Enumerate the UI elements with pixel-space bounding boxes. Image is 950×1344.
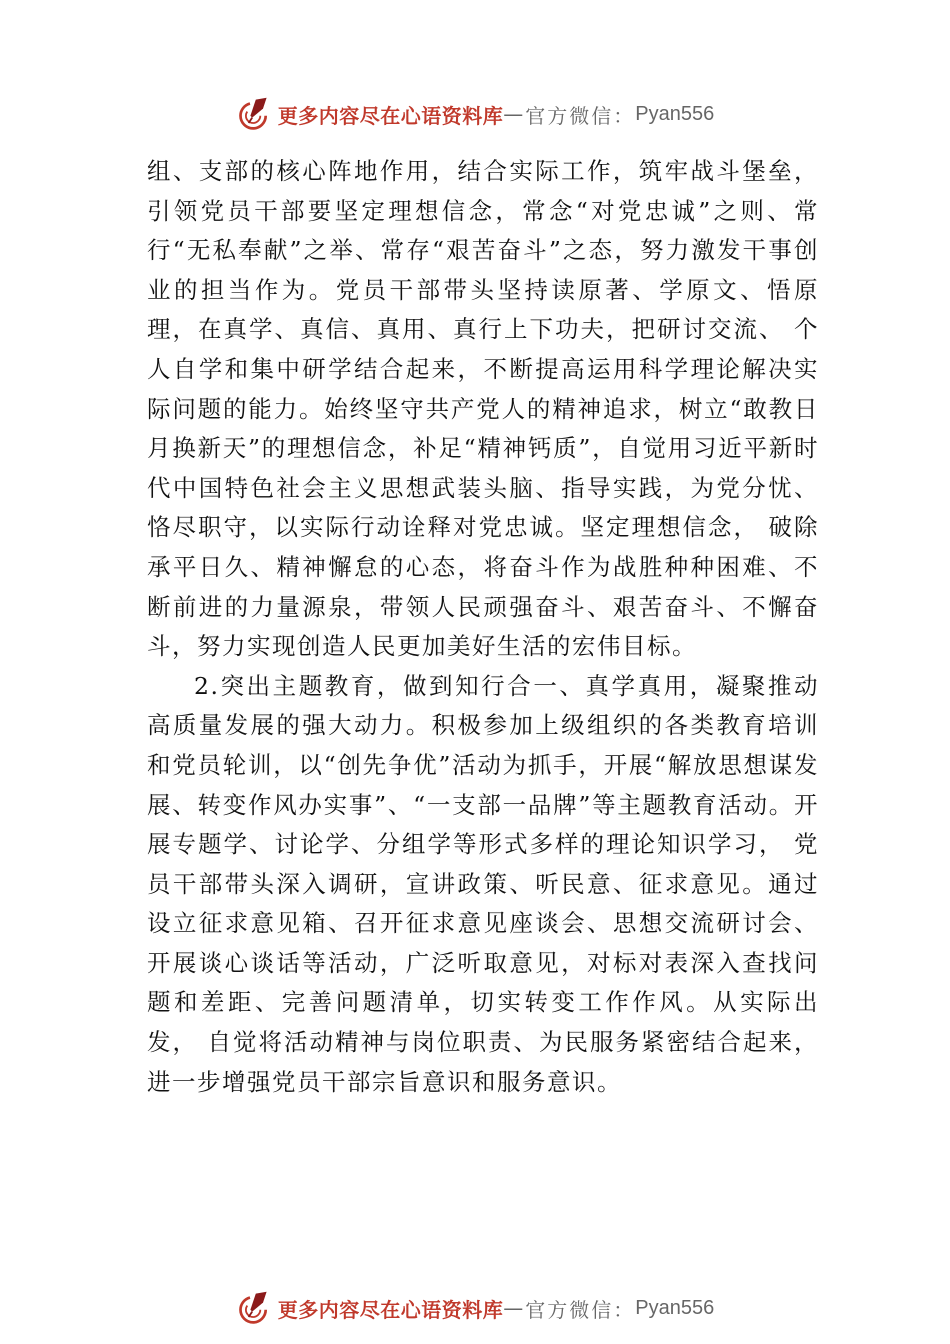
watermark-main-text: 更多内容尽在心语资料库 <box>277 1297 504 1322</box>
pen-nib-swirl-logo-icon <box>236 96 272 132</box>
pen-nib-swirl-logo-icon <box>236 1290 272 1326</box>
document-body <box>147 152 819 1102</box>
watermark-main-text: 更多内容尽在心语资料库 <box>277 103 504 128</box>
watermark-text <box>278 100 714 129</box>
watermark-wechat-id: Pyan556 <box>635 102 715 125</box>
paragraph-2: 2.突出主题教育，做到知行合一、真学真用，凝聚推动高质量发展的强大动力。积极参加上级组织的各类教育培训和党员轮训，以“创先争优”活动为抓手，开展“解放思想谋发展、转变作风办实事”、“一支部一品牌”等主题教育活动。开展专题学、讨论学、分组学等形式多样的理论知识学习， 党员干部带头深入调研，宣讲政策、听民意、征求意见。通过设立征求意见箱、召开征求意见座谈会、思想交流研讨会、开展谈心谈话等活动，广泛听取意见，对标对表深入查找问题和差距、完善问题清单，切实转变工作作风。从实际出发， 自觉将活动精神与岗位职责、为民服务紧密结合起来，进一步增强党员干部宗旨意识和服务意识。 <box>147 671 819 1096</box>
watermark-dash: — <box>503 102 526 126</box>
watermark-text <box>278 1294 714 1323</box>
paragraph-1: 组、支部的核心阵地作用，结合实际工作，筑牢战斗堡垒， 引领党员干部要坚定理想信念，常念“对党忠诚”之则、常行“无私奉献”之举、常存“艰苦奋斗”之态，努力激发干事创业的担当作为。党员干部带头坚持读原著、学原文、悟原理，在真学、真信、真用、真行上下功夫，把研讨交流、 个人自学和集中研学结合起来，不断提高运用科学理论解决实际问题的能力。始终坚守共产党人的精神追求，树立“敢教日月换新天”的理想信念，补足“精神钙质”，自觉用习近平新时代中国特色社会主义思想武装头脑、指导实践，为党分忧、恪尽职守，以实际行动诠释对党忠诚。坚定理想信念， 破除承平日久、精神懈怠的心态，将奋斗作为战胜种种困难、不断前进的力量源泉，带领人民顽强奋斗、艰苦奋斗、不懈奋斗，努力实现创造人民更加美好生活的宏伟目标。 <box>147 157 819 661</box>
watermark-dash: — <box>503 1296 526 1320</box>
watermark-wechat-id: Pyan556 <box>635 1296 715 1319</box>
header-watermark <box>0 92 950 136</box>
watermark-official-label: 官方微信： <box>525 103 636 128</box>
footer-watermark <box>0 1286 950 1330</box>
watermark-official-label: 官方微信： <box>525 1297 636 1322</box>
